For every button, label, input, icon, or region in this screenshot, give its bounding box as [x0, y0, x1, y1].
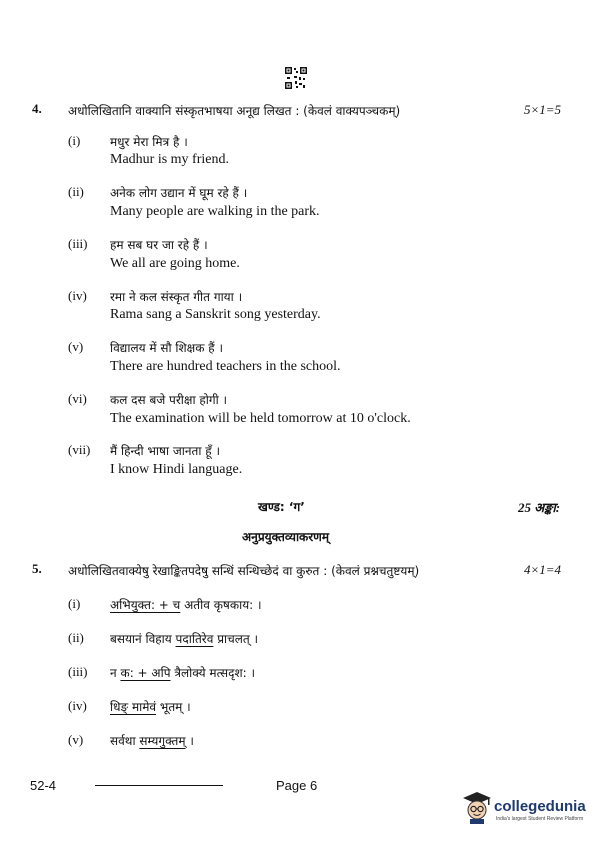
hindi-sentence: विद्यालय में सौ शिक्षक हैं । — [110, 341, 224, 355]
paper-code: 52-4 — [30, 778, 57, 793]
item-number: (vi) — [68, 391, 87, 406]
sentence-part: बसयानं विहाय — [110, 632, 176, 646]
question-instruction: अधोलिखितवाक्येषु रेखाङ्कितपदेषु सन्धिं सन्धिच्छेदं वा कुरुत : (केवलं प्रश्नचतुष्टयम्) — [68, 564, 420, 578]
qr-code-icon — [285, 67, 307, 89]
section-marks: 25 अङ्का: — [518, 500, 561, 515]
hindi-sentence: मैं हिन्दी भाषा जानता हूँ । — [110, 444, 221, 458]
sentence — [110, 664, 255, 681]
hindi-sentence: मधुर मेरा मित्र है । — [110, 135, 188, 149]
section-title: खण्ड: ‘ग’ — [258, 500, 305, 514]
english-sentence: We all are going home. — [110, 256, 240, 271]
underlined-word: सम्यगुक्तम् — [139, 734, 186, 748]
hindi-sentence: हम सब घर जा रहे हैं । — [110, 238, 208, 252]
underlined-word: क: + अपि — [120, 666, 171, 680]
footer-divider — [95, 785, 223, 786]
sentence-part: त्रैलोक्ये मत्सदृश: । — [170, 666, 256, 680]
sentence-part: । — [185, 734, 194, 748]
sentence — [110, 630, 258, 647]
sentence — [110, 732, 194, 749]
sentence — [110, 596, 262, 613]
brand-logo-text: collegedunia — [494, 798, 586, 815]
hindi-sentence: कल दस बजे परीक्षा होगी । — [110, 393, 228, 407]
sentence — [110, 698, 191, 715]
section-subtitle: अनुप्रयुक्तव्याकरणम् — [242, 530, 330, 544]
hindi-sentence: अनेक लोग उद्यान में घूम रहे हैं । — [110, 186, 248, 200]
sentence-part: अतीव कृषकाय: । — [180, 598, 262, 612]
item-number: (iii) — [68, 664, 88, 679]
brand-tagline: India's largest Student Review Platform — [496, 816, 584, 822]
english-sentence: I know Hindi language. — [110, 462, 243, 477]
page-number: Page 6 — [276, 778, 318, 793]
item-number: (ii) — [68, 630, 84, 645]
underlined-word: धिङ् मामेवं — [110, 700, 157, 714]
sentence-part: भूतम् । — [156, 700, 191, 714]
english-sentence: There are hundred teachers in the school. — [110, 359, 341, 374]
hindi-sentence: रमा ने कल संस्कृत गीत गाया । — [110, 290, 243, 304]
sentence-part: न — [110, 666, 121, 680]
question-marks: 5×1=5 — [524, 102, 562, 117]
question-instruction: अधोलिखितानि वाक्यानि संस्कृतभाषया अनूद्य लिखत : (केवलं वाक्यपञ्चकम्) — [68, 104, 401, 118]
item-number: (iii) — [68, 236, 88, 251]
english-sentence: Many people are walking in the park. — [110, 204, 320, 219]
question-number: 5. — [32, 561, 42, 576]
question-marks: 4×1=4 — [524, 562, 562, 577]
sentence-part: सर्वथा — [110, 734, 140, 748]
item-number: (v) — [68, 339, 84, 354]
item-number: (v) — [68, 732, 84, 747]
graduate-mascot-icon — [462, 790, 492, 824]
item-number: (i) — [68, 133, 81, 148]
item-number: (iv) — [68, 288, 87, 303]
question-number: 4. — [32, 101, 42, 116]
sentence-part: प्राचलत् । — [213, 632, 259, 646]
item-number: (iv) — [68, 698, 87, 713]
english-sentence: Madhur is my friend. — [110, 152, 229, 167]
item-number: (vii) — [68, 442, 91, 457]
underlined-word: पदातिरेव — [175, 632, 214, 646]
english-sentence: Rama sang a Sanskrit song yesterday. — [110, 307, 321, 322]
item-number: (i) — [68, 596, 81, 611]
underlined-word: अभियुक्त: + च — [110, 598, 181, 612]
item-number: (ii) — [68, 184, 84, 199]
english-sentence: The examination will be held tomorrow at 10 o'clock. — [110, 411, 411, 426]
